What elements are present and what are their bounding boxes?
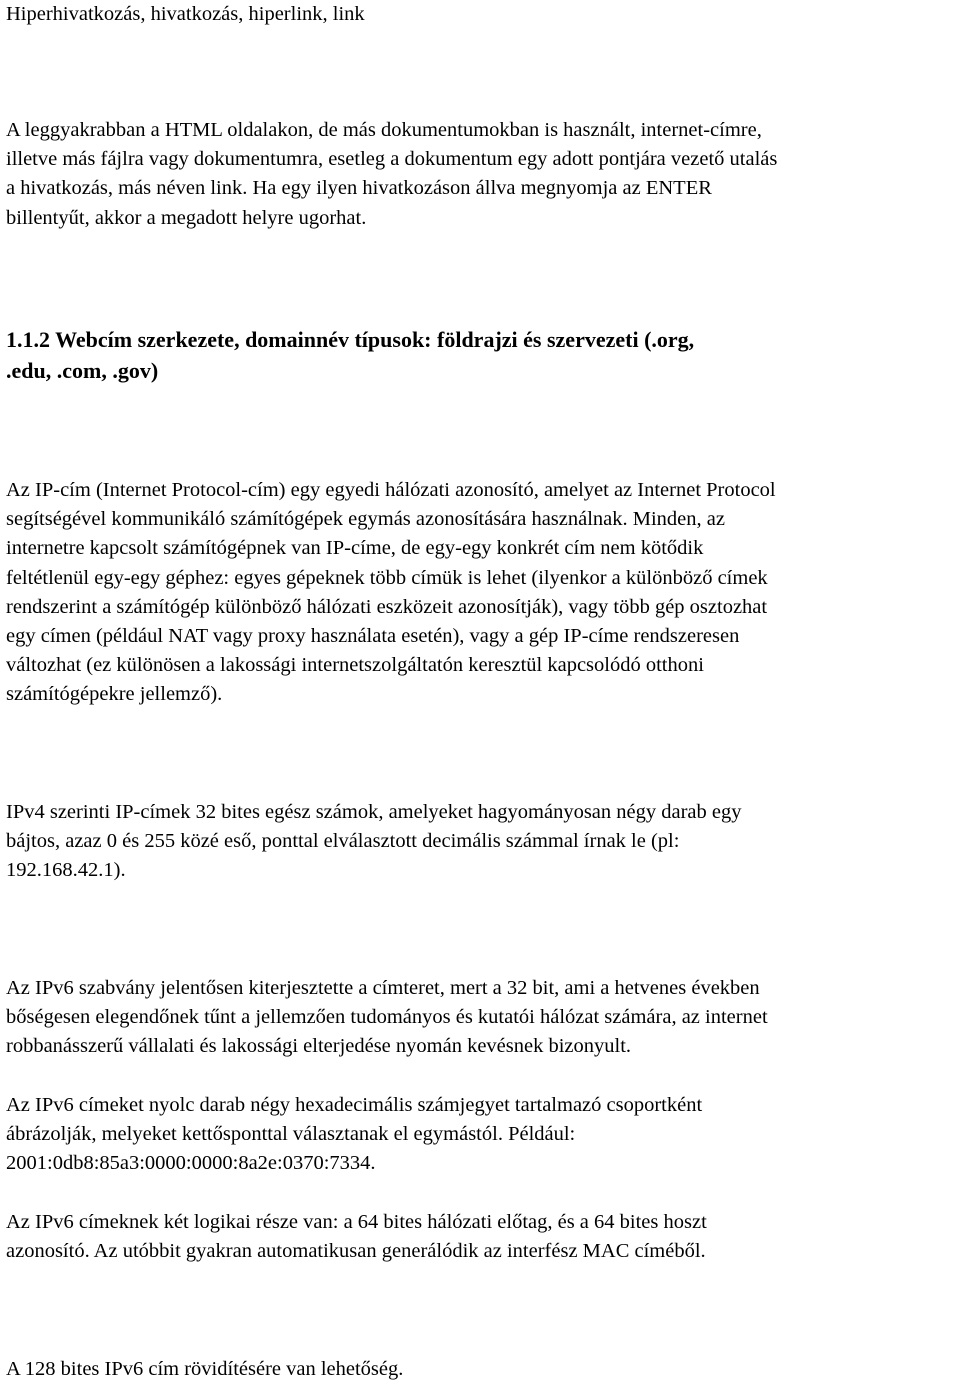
text-line: rendszerint a számítógép különböző hálózati eszközeit azonosítják), vagy több gép osztozhat xyxy=(6,595,768,618)
text-line: Az IPv6 címeket nyolc darab négy hexadecimális számjegyet tartalmazó csoportként xyxy=(6,1094,703,1116)
text-line: a hivatkozás, más néven link. Ha egy ilyen hivatkozáson állva megnyomja az ENTER xyxy=(6,177,712,200)
paragraph-ipv6-expansion xyxy=(6,974,960,1062)
text-line: egy címen (például NAT vagy proxy használata esetén), vagy a gép IP-címe rendszeresen xyxy=(6,625,740,648)
paragraph-ip-address xyxy=(6,476,960,710)
text-line: 2001:0db8:85a3:0000:0000:8a2e:0370:7334. xyxy=(6,1152,376,1175)
paragraph-ipv6-parts xyxy=(6,1208,960,1266)
paragraph-hyperlink-definition xyxy=(6,116,960,233)
text-line: Az IP-cím (Internet Protocol-cím) egy egyedi hálózati azonosító, amelyet az Internet Protocol xyxy=(6,479,776,501)
section-heading xyxy=(6,324,960,386)
text-line: segítségével kommunikáló számítógépek egymás azonosítására használnak. Minden, az xyxy=(6,508,725,531)
paragraph-ipv4 xyxy=(6,798,960,886)
text-line: bájtos, azaz 0 és 255 közé eső, ponttal elválasztott decimális számmal írnak le (pl: xyxy=(6,830,680,853)
text-line: változhat (ez különösen a lakossági internetszolgáltatón keresztül kapcsolódó otthoni xyxy=(6,654,704,677)
text-line: Hiperhivatkozás, hivatkozás, hiperlink, link xyxy=(6,3,365,25)
text-line: internetre kapcsolt számítógépnek van IP-címe, de egy-egy konkrét cím nem kötődik xyxy=(6,537,704,560)
heading-line: 1.1.2 Webcím szerkezete, domainnév típusok: földrajzi és szervezeti (.org, xyxy=(6,327,695,352)
text-line: bőségesen elegendőnek tűnt a jellemzően tudományos és kutatói hálózat számára, az internet xyxy=(6,1006,768,1029)
text-line: Az IPv6 címeknek két logikai része van: a 64 bites hálózati előtag, és a 64 bites hoszt xyxy=(6,1211,707,1233)
text-line: azonosító. Az utóbbit gyakran automatikusan generálódik az interfész MAC címéből. xyxy=(6,1240,706,1263)
text-line: robbanásszerű vállalati és lakossági elterjedése nyomán kevésnek bizonyult. xyxy=(6,1035,632,1058)
paragraph-ipv6-shortening xyxy=(6,1355,960,1384)
text-line: feltétlenül egy-egy géphez: egyes gépeknek több címük is lehet (ilyenkor a különböző címek xyxy=(6,566,768,589)
document-title xyxy=(6,0,960,29)
text-line: illetve más fájlra vagy dokumentumra, esetleg a dokumentum egy adott pontjára vezető utalás xyxy=(6,148,778,171)
heading-line: .edu, .com, .gov) xyxy=(6,358,159,383)
text-line: ábrázolják, melyeket kettősponttal választanak el egymástól. Például: xyxy=(6,1123,576,1146)
text-line: A 128 bites IPv6 cím rövidítésére van lehetőség. xyxy=(6,1358,404,1380)
text-line: számítógépekre jellemző). xyxy=(6,683,223,706)
text-line: 192.168.42.1). xyxy=(6,859,126,882)
paragraph-ipv6-format xyxy=(6,1091,960,1179)
text-line: billentyűt, akkor a megadott helyre ugorhat. xyxy=(6,206,367,229)
text-line: A leggyakrabban a HTML oldalakon, de más dokumentumokban is használt, internet-címre, xyxy=(6,119,762,141)
text-line: Az IPv6 szabvány jelentősen kiterjesztette a címteret, mert a 32 bit, ami a hetvenes években xyxy=(6,977,760,999)
text-line: IPv4 szerinti IP-címek 32 bites egész számok, amelyeket hagyományosan négy darab egy xyxy=(6,801,742,823)
